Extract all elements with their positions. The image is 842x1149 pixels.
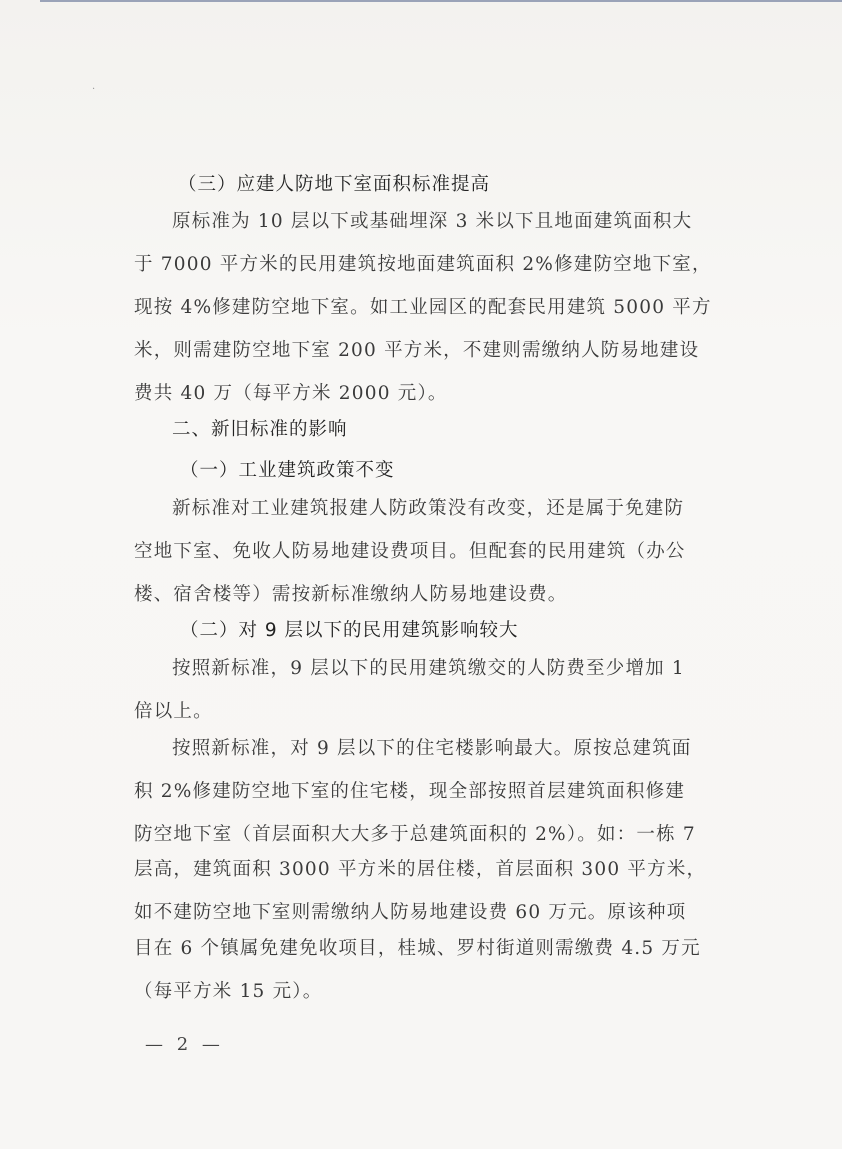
paragraph-line: 楼、宿舍楼等）需按新标准缴纳人防易地建设费。 <box>134 584 568 605</box>
paragraph-line: 于 7000 平方米的民用建筑按地面建筑面积 2%修建防空地下室， <box>134 254 712 275</box>
paragraph-line: 原标准为 10 层以下或基础埋深 3 米以下且地面建筑面积大 <box>172 211 693 232</box>
subsection-heading-1: （一）工业建筑政策不变 <box>180 460 395 481</box>
section-heading-2: 二、新旧标准的影响 <box>172 419 348 440</box>
paragraph-line: 按照新标准，9 层以下的民用建筑缴交的人防费至少增加 1 <box>172 658 685 679</box>
page-number: — 2 — <box>145 1034 224 1055</box>
scan-edge-line <box>40 0 842 2</box>
section-heading-3: （三）应建人防地下室面积标准提高 <box>178 174 491 195</box>
paragraph-line: 空地下室、免收人防易地建设费项目。但配套的民用建筑（办公 <box>134 541 686 562</box>
scan-speck: · <box>92 84 96 95</box>
subsection-heading-2: （二）对 9 层以下的民用建筑影响较大 <box>180 620 519 641</box>
paragraph-line: 如不建防空地下室则需缴纳人防易地建设费 60 万元。原该种项 <box>134 902 687 923</box>
paragraph-line: （每平方米 15 元）。 <box>134 981 323 1002</box>
paragraph-line: 防空地下室（首层面积大大多于总建筑面积的 2%）。如：一栋 7 <box>134 824 696 845</box>
paragraph-line: 积 2%修建防空地下室的住宅楼，现全部按照首层建筑面积修建 <box>134 781 686 802</box>
paragraph-line: 层高，建筑面积 3000 平方米的居住楼，首层面积 300 平方米， <box>134 859 707 880</box>
paragraph-line: 新标准对工业建筑报建人防政策没有改变，还是属于免建防 <box>172 498 685 519</box>
paragraph-line: 现按 4%修建防空地下室。如工业园区的配套民用建筑 5000 平方 <box>134 297 712 318</box>
paragraph-line: 倍以上。 <box>134 701 213 722</box>
paragraph-line: 费共 40 万（每平方米 2000 元）。 <box>134 383 448 404</box>
paragraph-line: 按照新标准，对 9 层以下的住宅楼影响最大。原按总建筑面 <box>172 738 692 759</box>
paragraph-line: 目在 6 个镇属免建免收项目，桂城、罗村街道则需缴费 4.5 万元 <box>134 938 701 959</box>
paragraph-line: 米，则需建防空地下室 200 平方米，不建则需缴纳人防易地建设 <box>134 340 700 361</box>
